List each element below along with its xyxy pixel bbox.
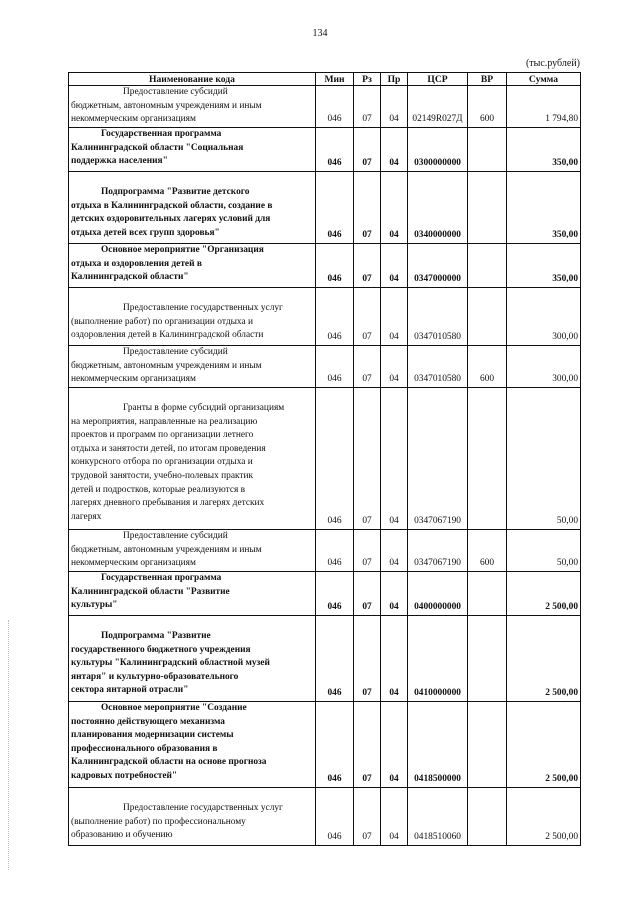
row-rz: 07 xyxy=(354,288,381,346)
scan-margin-mark xyxy=(8,620,11,870)
table-row xyxy=(69,172,581,244)
row-pr: 04 xyxy=(381,388,408,530)
header-rz: Рз xyxy=(354,73,381,86)
row-vr xyxy=(468,788,507,846)
budget-table xyxy=(68,72,581,846)
row-pr: 04 xyxy=(381,128,408,172)
table-row xyxy=(69,572,581,616)
table-row xyxy=(69,128,581,172)
row-sum: 50,00 xyxy=(507,530,581,572)
header-sum: Сумма xyxy=(507,73,581,86)
table-row xyxy=(69,616,581,702)
row-csr: 02149R027Д xyxy=(408,86,468,128)
row-rz: 07 xyxy=(354,128,381,172)
row-pr: 04 xyxy=(381,702,408,788)
row-min: 046 xyxy=(316,244,354,288)
header-vr: ВР xyxy=(468,73,507,86)
row-name: Предоставление субсидий бюджетным, автономным учреждениям и иным некоммерческим организациям xyxy=(69,86,316,128)
row-name: Основное мероприятие "Организация отдыха и оздоровления детей в Калининградской области" xyxy=(69,244,316,288)
row-sum: 50,00 xyxy=(507,388,581,530)
row-min: 046 xyxy=(316,128,354,172)
row-name: Предоставление государственных услуг (выполнение работ) по профессиональному образованию и обучению xyxy=(69,788,316,846)
row-min: 046 xyxy=(316,788,354,846)
row-min: 046 xyxy=(316,388,354,530)
table-row xyxy=(69,288,581,346)
row-csr: 0347010580 xyxy=(408,346,468,388)
row-sum: 2 500,00 xyxy=(507,702,581,788)
table-row xyxy=(69,530,581,572)
row-sum: 2 500,00 xyxy=(507,616,581,702)
row-sum: 2 500,00 xyxy=(507,572,581,616)
row-csr: 0347000000 xyxy=(408,244,468,288)
row-sum: 300,00 xyxy=(507,346,581,388)
row-min: 046 xyxy=(316,86,354,128)
table-row xyxy=(69,788,581,846)
row-vr xyxy=(468,128,507,172)
header-csr: ЦСР xyxy=(408,73,468,86)
row-csr: 0418510060 xyxy=(408,788,468,846)
row-vr xyxy=(468,244,507,288)
table-header-row xyxy=(69,73,581,86)
row-min: 046 xyxy=(316,702,354,788)
row-vr xyxy=(468,288,507,346)
row-sum: 2 500,00 xyxy=(507,788,581,846)
header-min: Мин xyxy=(316,73,354,86)
row-min: 046 xyxy=(316,288,354,346)
row-csr: 0340000000 xyxy=(408,172,468,244)
units-label: (тыс.рублей) xyxy=(525,58,580,69)
row-csr: 0400000000 xyxy=(408,572,468,616)
row-min: 046 xyxy=(316,616,354,702)
page-number: 134 xyxy=(312,28,328,39)
row-min: 046 xyxy=(316,346,354,388)
row-name: Государственная программа Калининградской области "Развитие культуры" xyxy=(69,572,316,616)
row-vr xyxy=(468,572,507,616)
row-min: 046 xyxy=(316,172,354,244)
row-name: Предоставление субсидий бюджетным, автономным учреждениям и иным некоммерческим организациям xyxy=(69,346,316,388)
header-pr: Пр xyxy=(381,73,408,86)
row-pr: 04 xyxy=(381,572,408,616)
table-row xyxy=(69,244,581,288)
table-row xyxy=(69,388,581,530)
table-row xyxy=(69,702,581,788)
row-name: Предоставление государственных услуг (выполнение работ) по организации отдыха и оздоровления детей в Калининградской области xyxy=(69,288,316,346)
row-name: Предоставление субсидий бюджетным, автономным учреждениям и иным некоммерческим организациям xyxy=(69,530,316,572)
table-row xyxy=(69,346,581,388)
row-vr xyxy=(468,388,507,530)
row-vr: 600 xyxy=(468,530,507,572)
row-pr: 04 xyxy=(381,288,408,346)
row-pr: 04 xyxy=(381,346,408,388)
row-sum: 350,00 xyxy=(507,128,581,172)
row-pr: 04 xyxy=(381,616,408,702)
row-sum: 350,00 xyxy=(507,172,581,244)
row-rz: 07 xyxy=(354,572,381,616)
row-csr: 0410000000 xyxy=(408,616,468,702)
row-csr: 0300000000 xyxy=(408,128,468,172)
row-vr: 600 xyxy=(468,346,507,388)
row-pr: 04 xyxy=(381,86,408,128)
row-rz: 07 xyxy=(354,244,381,288)
row-name: Гранты в форме субсидий организациям на мероприятия, направленные на реализацию проектов и программ по организации летнего отдыха и занятости детей, по итогам проведения конкурсного отбора по организации отдыха и трудовой занятости, учебно-полевых практик детей и подростков, которые реализуются в лагерях дневного пребывания и лагерях детских лагерях xyxy=(69,388,316,530)
row-sum: 350,00 xyxy=(507,244,581,288)
row-sum: 1 794,80 xyxy=(507,86,581,128)
row-pr: 04 xyxy=(381,788,408,846)
row-sum: 300,00 xyxy=(507,288,581,346)
row-rz: 07 xyxy=(354,346,381,388)
row-csr: 0347067190 xyxy=(408,388,468,530)
row-csr: 0418500000 xyxy=(408,702,468,788)
row-min: 046 xyxy=(316,572,354,616)
row-pr: 04 xyxy=(381,530,408,572)
row-csr: 0347067190 xyxy=(408,530,468,572)
row-name: Государственная программа Калининградской области "Социальная поддержка населения" xyxy=(69,128,316,172)
row-rz: 07 xyxy=(354,788,381,846)
row-rz: 07 xyxy=(354,702,381,788)
row-rz: 07 xyxy=(354,172,381,244)
row-vr xyxy=(468,616,507,702)
row-rz: 07 xyxy=(354,530,381,572)
row-pr: 04 xyxy=(381,172,408,244)
row-rz: 07 xyxy=(354,388,381,530)
row-min: 046 xyxy=(316,530,354,572)
table-row xyxy=(69,86,581,128)
row-name: Основное мероприятие "Создание постоянно действующего механизма планирования модернизации системы профессионального образования в Калининградской области на основе прогноза кадровых потребностей" xyxy=(69,702,316,788)
row-csr: 0347010580 xyxy=(408,288,468,346)
row-rz: 07 xyxy=(354,616,381,702)
row-vr xyxy=(468,702,507,788)
row-rz: 07 xyxy=(354,86,381,128)
header-name: Наименование кода xyxy=(69,73,316,86)
row-vr xyxy=(468,172,507,244)
row-name: Подпрограмма "Развитие детского отдыха в Калининградской области, создание в детских оздоровительных лагерях условий для отдыха детей всех групп здоровья" xyxy=(69,172,316,244)
row-vr: 600 xyxy=(468,86,507,128)
row-name: Подпрограмма "Развитие государственного бюджетного учреждения культуры "Калининградский областной музей янтаря" и культурно-образовательного сектора янтарной отрасли" xyxy=(69,616,316,702)
row-pr: 04 xyxy=(381,244,408,288)
